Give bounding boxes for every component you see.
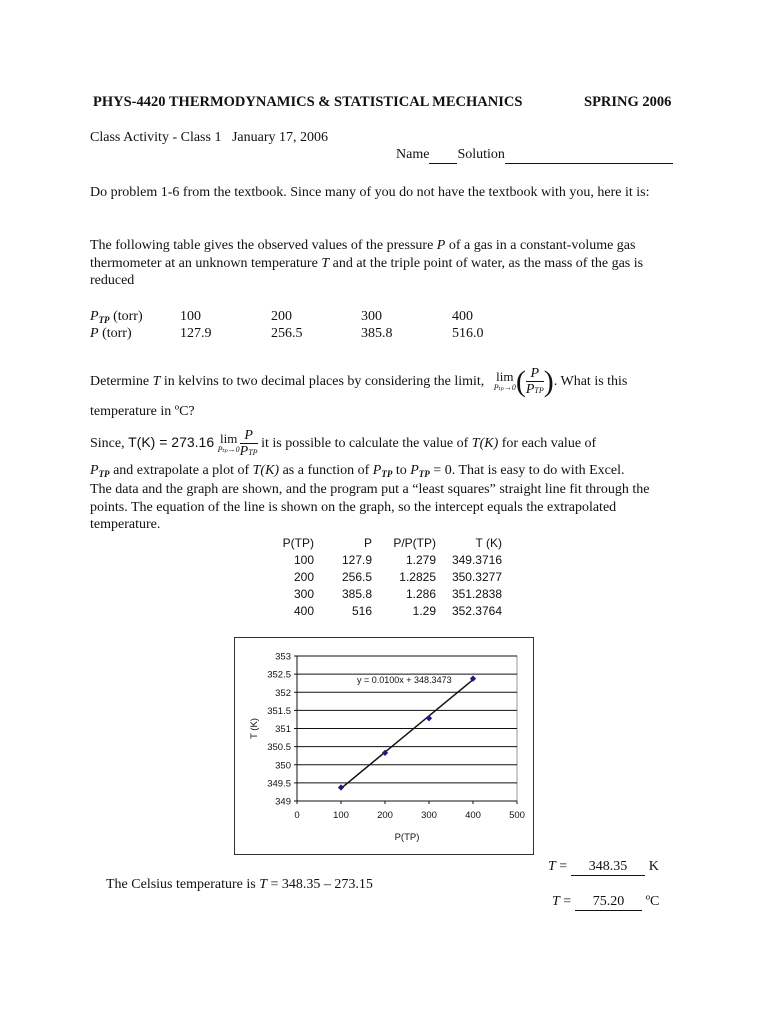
given-cell: 400 xyxy=(452,309,473,324)
term-label: SPRING 2006 xyxy=(584,94,672,110)
celsius-line: The Celsius temperature is T = 348.35 – 273.15 xyxy=(106,877,373,892)
given-cell: 385.8 xyxy=(361,326,393,341)
x-tick-label: 0 xyxy=(294,810,300,821)
name-value: Solution xyxy=(457,147,505,162)
column-header: P(TP) xyxy=(282,535,314,550)
activity-date: January 17, 2006 xyxy=(231,130,328,145)
given-cell: 300 xyxy=(361,309,382,324)
fraction-p-over-ptp: $\frac{P}{\text{PTP}}$ xyxy=(239,427,258,459)
table-row: 100 127.9 1.279 349.3716 xyxy=(293,552,502,567)
column-header: P xyxy=(363,535,372,550)
solution-line-1: Since, T(K) = 273.16 lim Pₜₚ→0 $\frac{P}{\text{PTP}}$ it is possible to calculate the value of T(K) for each value of xyxy=(90,427,597,459)
given-row-label-p: P (torr) xyxy=(90,326,132,341)
x-tick-label: 400 xyxy=(465,810,481,821)
name-field xyxy=(396,147,673,164)
fraction-p-over-ptp: $\frac{P}{\text{PTP}}$ xyxy=(525,365,544,397)
activity-line xyxy=(90,130,328,146)
y-tick-label: 349.5 xyxy=(267,778,291,790)
solution-line-2: $P_{TP}$ and extrapolate a plot of T(K) as a function of $P_{TP}$ to $P_{TP} = 0$. That is easy to do with Excel. xyxy=(90,463,625,479)
given-cell: 127.9 xyxy=(180,326,212,341)
kelvin-value: 348.35 xyxy=(571,859,646,876)
y-tick-label: 352 xyxy=(275,687,291,699)
x-tick-label: 500 xyxy=(509,810,525,821)
table-row: 200 256.5 1.2825 350.3277 xyxy=(293,569,502,584)
problem-paragraph: The following table gives the observed values of the pressure P of a gas in a constant-volume gas thermometer at an unknown temperature T and at the triple point of water, as the mass of the gas is reduced xyxy=(90,238,644,288)
question-line: Determine T in kelvins to two decimal places by considering the limit, lim Pₜₚ→0 ( $\frac{P}{\text{PTP}}$ ). What is this xyxy=(90,364,628,398)
table-header-row xyxy=(270,534,502,551)
celsius-answer: T = 75.20 ºC xyxy=(552,894,660,909)
x-tick-label: 200 xyxy=(377,810,393,821)
given-cell: 100 xyxy=(180,309,201,324)
course-title: PHYS-4420 THERMODYNAMICS & STATISTICAL MECHANICS xyxy=(93,94,523,110)
y-tick-label: 351.5 xyxy=(267,705,291,717)
data-table xyxy=(270,534,502,619)
given-row-label-ptp: $P_{TP}$ (torr) xyxy=(90,309,143,325)
y-tick-label: 350 xyxy=(275,760,291,772)
limit-expression: lim Pₜₚ→0 xyxy=(493,368,516,392)
intro-paragraph: Do problem 1-6 from the textbook. Since many of you do not have the textbook with you, here it is: xyxy=(90,185,650,200)
activity-title: Class Activity - Class 1 xyxy=(90,130,222,145)
trendline-equation: y = 0.0100x + 348.3473 xyxy=(357,675,452,685)
name-label: Name xyxy=(396,147,430,162)
given-cell: 200 xyxy=(271,309,292,324)
table-row: 300 385.8 1.286 351.2838 xyxy=(293,586,502,601)
y-tick-label: 349 xyxy=(275,796,291,808)
celsius-value: 75.20 xyxy=(575,894,643,911)
scatter-chart xyxy=(234,637,534,855)
solution-paragraph: The data and the graph are shown, and the program put a “least squares” straight line fit through the points. The equation of the line is shown on the graph, so the intercept equals the extrapolated temperature. xyxy=(90,482,650,532)
column-header: P/P(TP) xyxy=(393,535,436,550)
y-tick-label: 351 xyxy=(275,724,291,735)
y-tick-label: 353 xyxy=(275,651,291,663)
table-row: 400 516 1.29 352.3764 xyxy=(293,603,502,618)
limit-expression: lim Pₜₚ→0 xyxy=(217,430,240,454)
x-axis-label: P(TP) xyxy=(394,832,420,843)
column-header: T (K) xyxy=(475,535,502,550)
kelvin-answer: T = 348.35 K xyxy=(548,859,659,874)
y-axis-label: T (K) xyxy=(249,718,260,739)
x-tick-label: 100 xyxy=(333,810,349,821)
given-cell: 516.0 xyxy=(452,326,484,341)
chart-canvas xyxy=(235,638,533,854)
y-tick-label: 350.5 xyxy=(267,742,291,754)
x-tick-label: 300 xyxy=(421,810,437,821)
y-tick-label: 352.5 xyxy=(267,669,291,681)
question-line-2: temperature in ºC? xyxy=(90,404,195,419)
given-cell: 256.5 xyxy=(271,326,303,341)
